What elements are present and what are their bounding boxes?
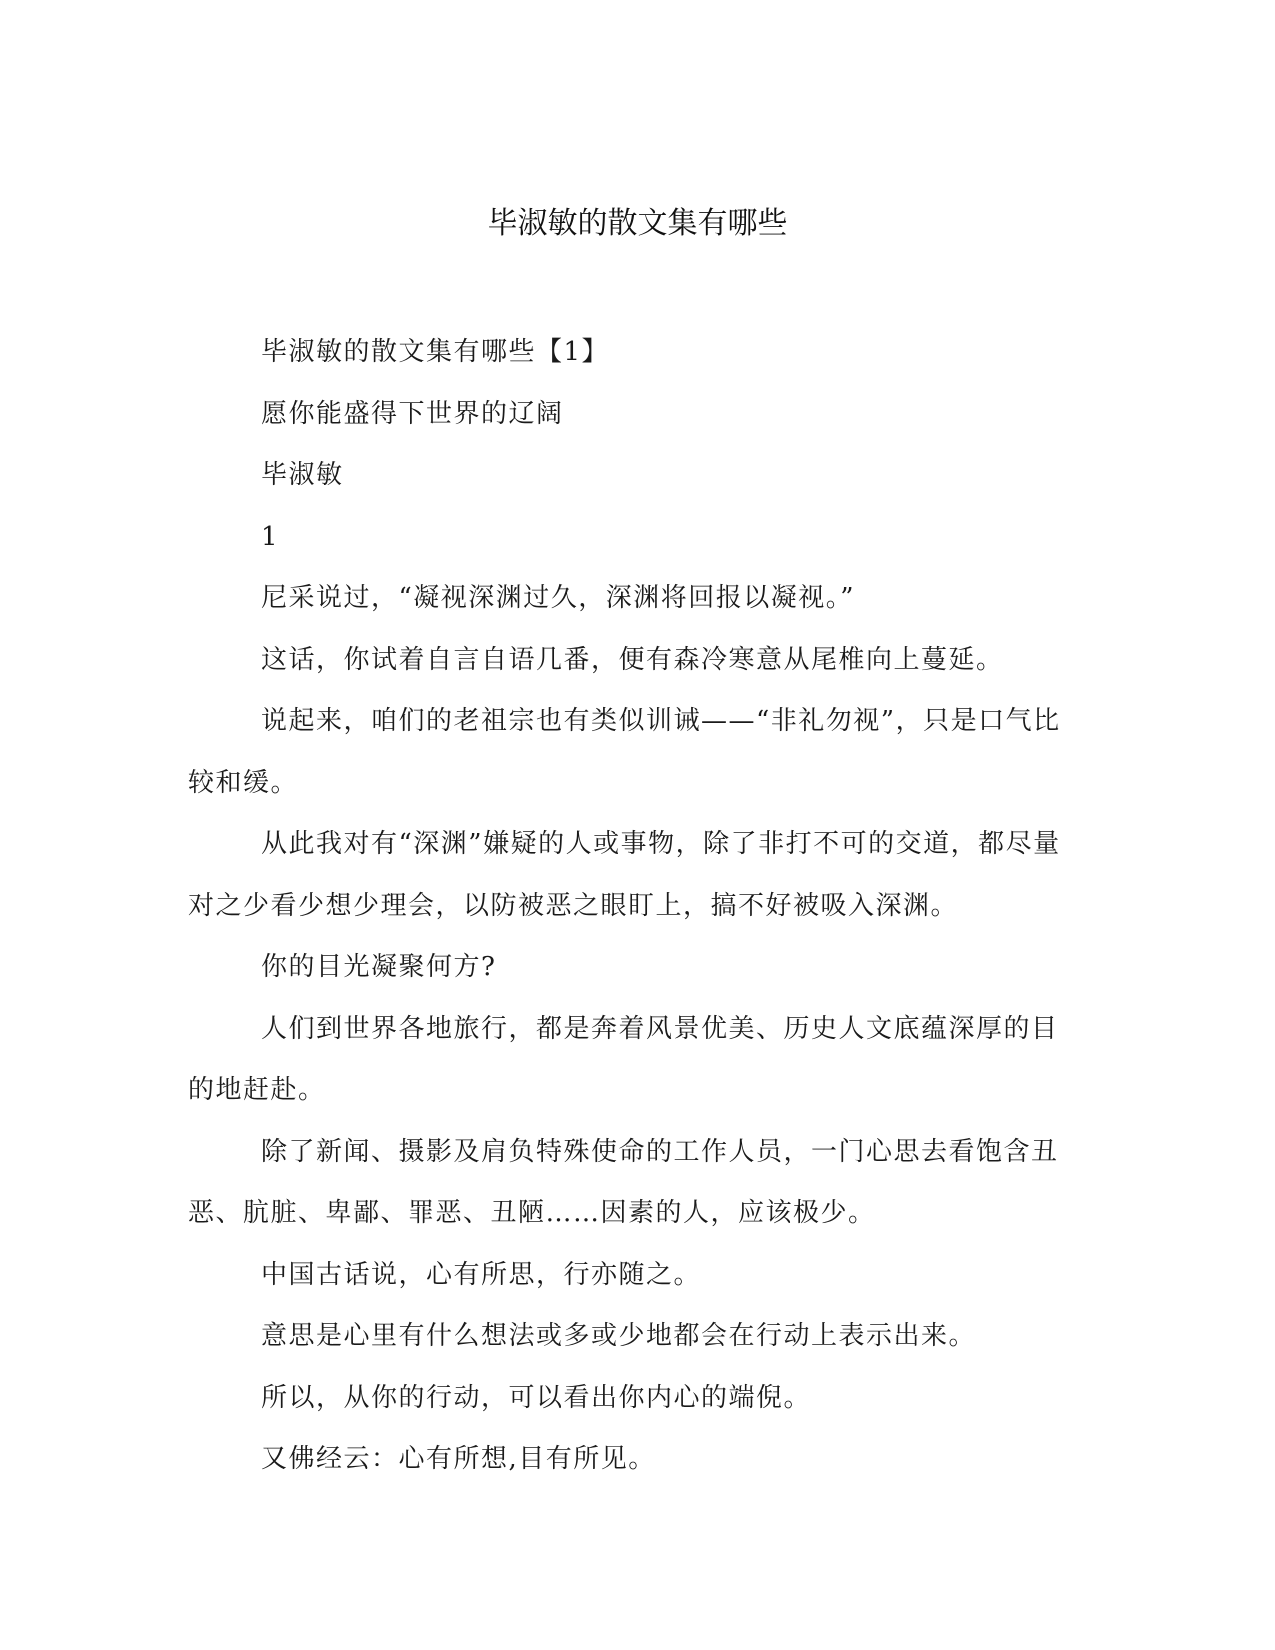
paragraph: 毕淑敏 [261, 460, 344, 490]
paragraph: 又佛经云：心有所想,目有所见。 [261, 1444, 656, 1474]
paragraph: 说起来，咱们的老祖宗也有类似训诫——“非礼勿视”，只是口气比较和缓。 [188, 706, 1061, 798]
paragraph: 毕淑敏的散文集有哪些【1】 [261, 337, 610, 367]
paragraph: 人们到世界各地旅行，都是奔着风景优美、历史人文底蕴深厚的目的地赶赴。 [188, 1013, 1059, 1105]
paragraph: 除了新闻、摄影及肩负特殊使命的工作人员，一门心思去看饱含丑恶、肮脏、卑鄙、罪恶、丑陋……因素的人，应该极少。 [188, 1136, 1059, 1228]
document-title: 毕淑敏的散文集有哪些 [487, 206, 788, 241]
paragraph: 1 [261, 521, 280, 552]
paragraph: 这话，你试着自言自语几番，便有森冷寒意从尾椎向上蔓延。 [261, 644, 1004, 675]
paragraph: 愿你能盛得下世界的辽阔 [261, 398, 564, 429]
paragraph: 中国古话说，心有所思，行亦随之。 [261, 1259, 702, 1290]
paragraph: 从此我对有“深渊”嫌疑的人或事物，除了非打不可的交道，都尽量对之少看少想少理会，以防被恶之眼盯上，搞不好被吸入深渊。 [188, 829, 1061, 921]
document-body [188, 322, 1068, 1491]
paragraph: 尼采说过，“凝视深渊过久，深渊将回报以凝视。” [261, 583, 856, 613]
paragraph: 所以，从你的行动，可以看出你内心的端倪。 [261, 1382, 812, 1413]
paragraph: 意思是心里有什么想法或多或少地都会在行动上表示出来。 [261, 1321, 977, 1351]
paragraph: 你的目光凝聚何方? [261, 952, 497, 982]
